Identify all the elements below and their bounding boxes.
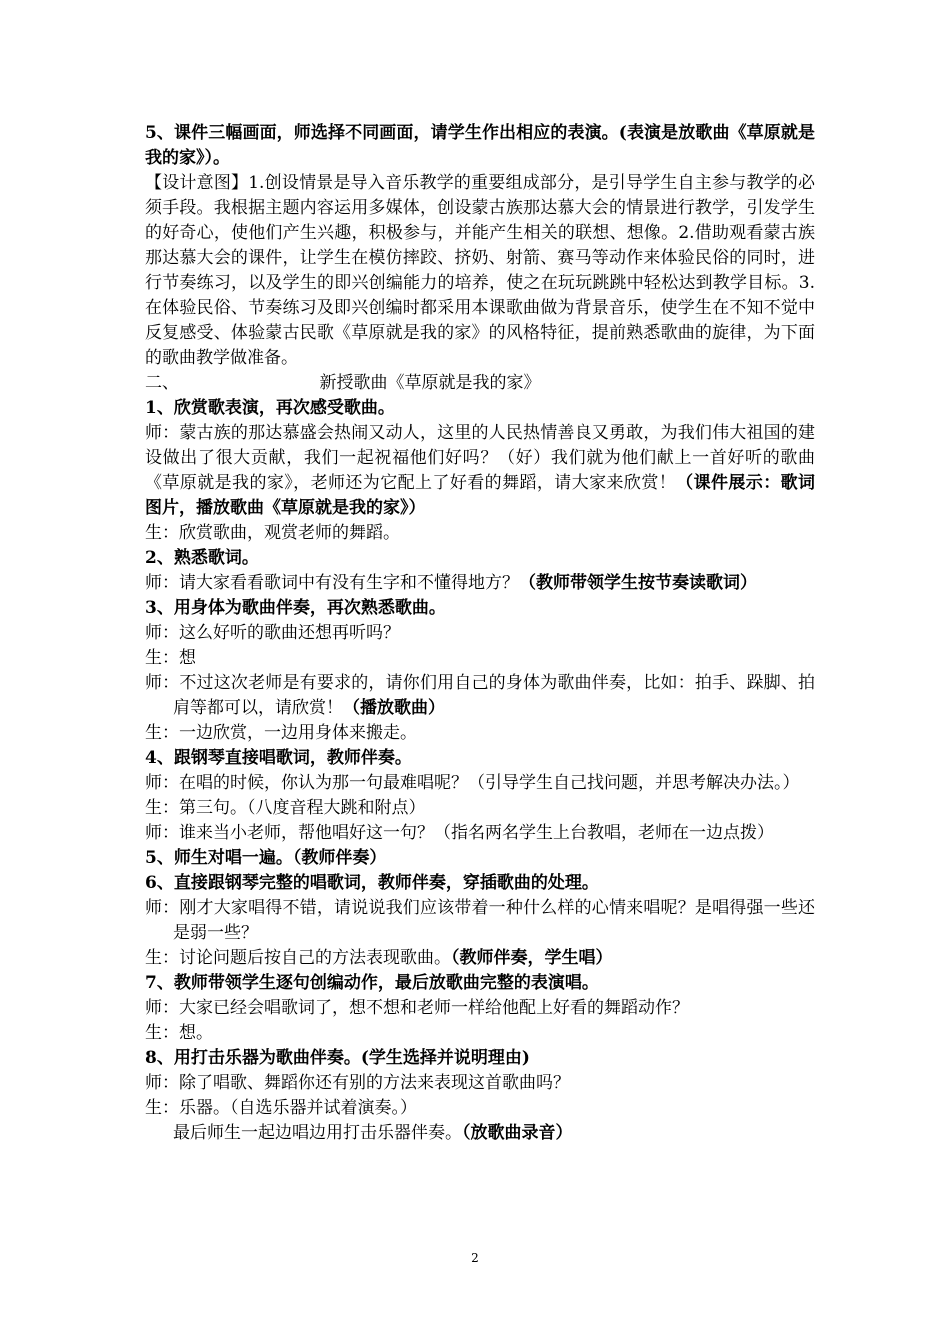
step-1-title: 1、欣赏歌表演，再次感受歌曲。 [145, 398, 395, 418]
design-intent-label: 【设计意图】 [145, 173, 249, 193]
step-6-title: 6、直接跟钢琴完整的唱歌词，教师伴奏，穿插歌曲的处理。 [145, 873, 599, 893]
step-3-title: 3、用身体为歌曲伴奏，再次熟悉歌曲。 [145, 598, 446, 618]
teacher-note: （教师带领学生按节奏读歌词） [519, 573, 757, 593]
step-1-teacher [145, 421, 815, 521]
step-8-title: 8、用打击乐器为歌曲伴奏。(学生选择并说明理由) [145, 1048, 530, 1068]
teacher-note: （课件展示：歌词图片，播放歌曲《草原就是我的家》） [145, 473, 816, 518]
page-number: 2 [471, 1251, 479, 1265]
step-4-title: 4、跟钢琴直接唱歌词，教师伴奏。 [145, 748, 412, 768]
step-2-title: 2、熟悉歌词。 [145, 548, 259, 568]
step-8-final [145, 1121, 815, 1146]
step-3-teacher-1: 师：这么好听的歌曲还想再听吗？ [145, 623, 400, 643]
design-intent-text: 1.创设情景是导入音乐教学的重要组成部分，是引导学生自主参与教学的必须手段。我根据主题内容运用多媒体，创设蒙古族那达慕大会的情景进行教学，引发学生的好奇心，使他们产生兴趣，积极参与，并能产生相关的联想、想像。2.借助观看蒙古族那达慕大会的课件，让学生在模仿摔跤、挤奶、射箭、赛马等动作来体验民俗的同时，进行节奏练习，以及学生的即兴创编能力的培养，使之在玩玩跳跳中轻松达到教学目标。3.在体验民俗、节奏练习及即兴创编时都采用本课歌曲做为背景音乐，使学生在不知不觉中反复感受、体验蒙古民歌《草原就是我的家》的风格特征，提前熟悉歌曲的旋律，为下面的歌曲教学做准备。 [145, 173, 816, 368]
step-4-teacher-2: 师：谁来当小老师，帮他唱好这一句？（指名两名学生上台教唱，老师在一边点拨） [145, 823, 774, 843]
activity-5-heading: 5、课件三幅画面，师选择不同画面，请学生作出相应的表演。(表演是放歌曲《草原就是我的家》）。 [145, 123, 815, 168]
step-8-student: 生：乐器。（自选乐器并试着演奏。） [145, 1098, 417, 1118]
step-1-student: 生：欣赏歌曲，观赏老师的舞蹈。 [145, 523, 400, 543]
student-note: （教师伴奏，学生唱） [451, 948, 613, 968]
final-line: 最后师生一起边唱边用打击乐器伴奏。 [173, 1123, 462, 1143]
step-8-teacher: 师：除了唱歌、舞蹈你还有别的方法来表现这首歌曲吗？ [145, 1073, 570, 1093]
step-7-teacher: 师：大家已经会唱歌词了，想不想和老师一样给他配上好看的舞蹈动作？ [145, 998, 689, 1018]
section-title: 新授歌曲《草原就是我的家》 [319, 373, 541, 393]
step-6-student [145, 946, 815, 971]
step-4-student: 生：第三句。（八度音程大跳和附点） [145, 798, 426, 818]
document-body [145, 121, 815, 1146]
section-number: 二、 [145, 373, 179, 393]
student-line: 生：讨论问题后按自己的方法表现歌曲。 [145, 948, 451, 968]
step-3-student-1: 生：想 [145, 648, 196, 668]
step-3-student-2: 生：一边欣赏，一边用身体来搬走。 [145, 723, 417, 743]
step-7-student: 生：想。 [145, 1023, 213, 1043]
step-6-teacher: 师：刚才大家唱得不错，请说说我们应该带着一种什么样的心情来唱呢？是唱得强一些还是弱一些？ [145, 898, 815, 943]
teacher-line: 师：蒙古族的那达慕盛会热闹又动人，这里的人民热情善良又勇敢，为我们伟大祖国的建设做出了很大贡献，我们一起祝福他们好吗？（好）我们就为他们献上一首好听的歌曲《草原就是我的家》，老师还为它配上了好看的舞蹈，请大家来欣赏！ [145, 423, 815, 493]
step-5-title: 5、师生对唱一遍。（教师伴奏） [145, 848, 387, 868]
design-intent-paragraph [145, 171, 815, 371]
teacher-line: 师：请大家看看歌词中有没有生字和不懂得地方？ [145, 573, 519, 593]
step-7-title: 7、教师带领学生逐句创编动作，最后放歌曲完整的表演唱。 [145, 973, 599, 993]
step-4-teacher-1: 师：在唱的时候，你认为那一句最难唱呢？（引导学生自己找问题，并思考解决办法。） [145, 773, 800, 793]
final-note: （放歌曲录音） [462, 1123, 573, 1143]
teacher-note: （播放歌曲） [343, 698, 445, 718]
step-3-teacher-2 [145, 671, 815, 721]
teacher-line: 师：不过这次老师是有要求的，请你们用自己的身体为歌曲伴奏，比如：拍手、跺脚、拍肩等都可以，请欣赏！ [145, 673, 815, 718]
section-2-heading [145, 371, 815, 396]
step-2-teacher [145, 571, 815, 596]
